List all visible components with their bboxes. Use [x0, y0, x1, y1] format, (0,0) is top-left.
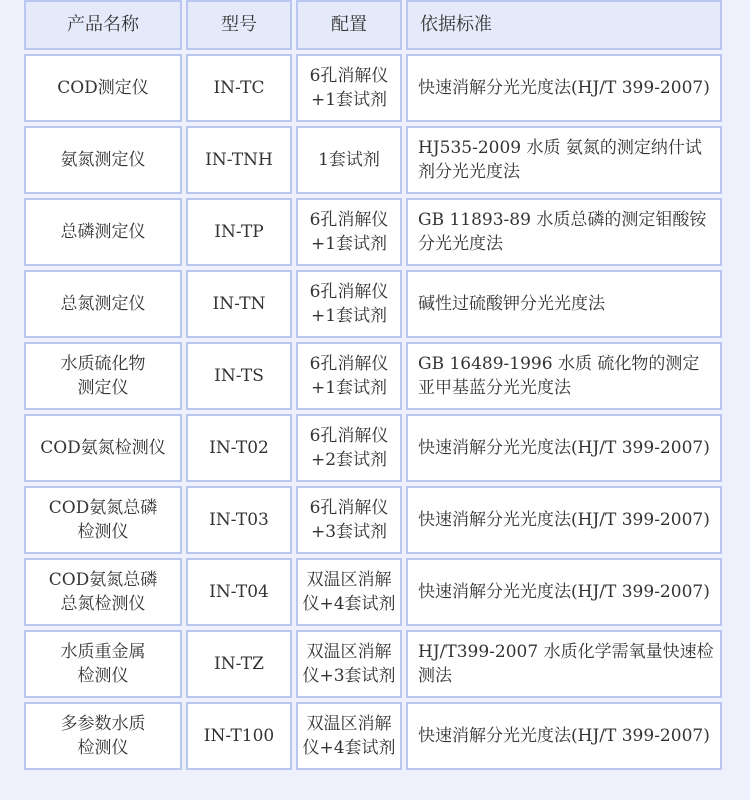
- product-spec-table: [20, 0, 726, 774]
- table-row: [24, 270, 722, 338]
- product-name-text: 水质硫化物 测定仪: [60, 354, 146, 398]
- cell-model: [186, 486, 292, 554]
- cell-model: [186, 54, 292, 122]
- cell-config: [296, 198, 402, 266]
- standard-text: 快速消解分光光度法(HJ/T 399-2007): [418, 78, 710, 98]
- cell-standard: [406, 702, 722, 770]
- model-text: IN-T02: [209, 438, 269, 458]
- cell-product-name: [24, 342, 182, 410]
- cell-standard: [406, 54, 722, 122]
- model-text: IN-T04: [209, 582, 269, 602]
- product-name-text: 总磷测定仪: [60, 222, 146, 242]
- model-text: IN-TZ: [214, 654, 264, 674]
- table-row: [24, 342, 722, 410]
- cell-product-name: [24, 54, 182, 122]
- cell-model: [186, 702, 292, 770]
- product-name-text: 多参数水质 检测仪: [60, 714, 146, 758]
- standard-text: HJ/T399-2007 水质化学需氧量快速检 测法: [418, 642, 714, 686]
- cell-config: [296, 54, 402, 122]
- model-text: IN-T03: [209, 510, 269, 530]
- standard-text: 快速消解分光光度法(HJ/T 399-2007): [418, 438, 710, 458]
- model-text: IN-T100: [203, 726, 275, 746]
- cell-standard: [406, 198, 722, 266]
- product-name-text: COD氨氮检测仪: [40, 438, 166, 458]
- table-row: [24, 126, 722, 194]
- table-row: [24, 54, 722, 122]
- cell-standard: [406, 558, 722, 626]
- table-row: [24, 702, 722, 770]
- standard-text: GB 11893-89 水质总磷的测定钼酸铵 分光光度法: [418, 210, 707, 254]
- model-text: IN-TN: [212, 294, 266, 314]
- cell-model: [186, 630, 292, 698]
- config-text: 6孔消解仪 +2套试剂: [309, 426, 389, 470]
- cell-product-name: [24, 630, 182, 698]
- header-model: 型号: [186, 0, 292, 50]
- cell-config: [296, 558, 402, 626]
- table-row: [24, 198, 722, 266]
- cell-model: [186, 198, 292, 266]
- table-row: [24, 486, 722, 554]
- cell-config: [296, 126, 402, 194]
- model-text: IN-TC: [213, 78, 265, 98]
- cell-standard: [406, 270, 722, 338]
- standard-text: 碱性过硫酸钾分光光度法: [418, 294, 605, 314]
- config-text: 6孔消解仪 +1套试剂: [309, 66, 389, 110]
- header-standard: 依据标准: [406, 0, 722, 50]
- cell-model: [186, 270, 292, 338]
- product-spec-table-container: [24, 0, 722, 774]
- model-text: IN-TS: [214, 366, 264, 386]
- model-text: IN-TP: [214, 222, 264, 242]
- config-text: 6孔消解仪 +1套试剂: [309, 210, 389, 254]
- table-row: [24, 630, 722, 698]
- standard-text: HJ535-2009 水质 氨氮的测定纳什试 剂分光光度法: [418, 138, 702, 182]
- standard-text: GB 16489-1996 水质 硫化物的测定 亚甲基蓝分光光度法: [418, 354, 700, 398]
- config-text: 6孔消解仪 +1套试剂: [309, 282, 389, 326]
- cell-config: [296, 270, 402, 338]
- cell-product-name: [24, 702, 182, 770]
- cell-standard: [406, 342, 722, 410]
- table-row: [24, 414, 722, 482]
- table-body: [24, 54, 722, 770]
- config-text: 1套试剂: [318, 150, 380, 170]
- product-name-text: 总氮测定仪: [60, 294, 146, 314]
- cell-standard: [406, 486, 722, 554]
- product-name-text: 氨氮测定仪: [60, 150, 146, 170]
- cell-model: [186, 342, 292, 410]
- cell-config: [296, 486, 402, 554]
- cell-config: [296, 630, 402, 698]
- cell-model: [186, 126, 292, 194]
- config-text: 双温区消解 仪+3套试剂: [302, 642, 396, 686]
- config-text: 双温区消解 仪+4套试剂: [302, 570, 396, 614]
- cell-standard: [406, 126, 722, 194]
- table-row: [24, 558, 722, 626]
- cell-product-name: [24, 270, 182, 338]
- config-text: 6孔消解仪 +3套试剂: [309, 498, 389, 542]
- cell-product-name: [24, 126, 182, 194]
- cell-standard: [406, 630, 722, 698]
- header-row: [24, 0, 722, 50]
- cell-standard: [406, 414, 722, 482]
- standard-text: 快速消解分光光度法(HJ/T 399-2007): [418, 582, 710, 602]
- product-name-text: COD氨氮总磷 总氮检测仪: [48, 570, 158, 614]
- config-text: 6孔消解仪 +1套试剂: [309, 354, 389, 398]
- config-text: 双温区消解 仪+4套试剂: [302, 714, 396, 758]
- cell-config: [296, 414, 402, 482]
- product-name-text: COD氨氮总磷 检测仪: [48, 498, 158, 542]
- standard-text: 快速消解分光光度法(HJ/T 399-2007): [418, 510, 710, 530]
- cell-product-name: [24, 486, 182, 554]
- cell-product-name: [24, 558, 182, 626]
- model-text: IN-TNH: [205, 150, 273, 170]
- header-product-name: 产品名称: [24, 0, 182, 50]
- product-name-text: 水质重金属 检测仪: [60, 642, 146, 686]
- header-config: 配置: [296, 0, 402, 50]
- cell-product-name: [24, 198, 182, 266]
- cell-config: [296, 702, 402, 770]
- cell-product-name: [24, 414, 182, 482]
- cell-model: [186, 414, 292, 482]
- table-header: [24, 0, 722, 50]
- cell-config: [296, 342, 402, 410]
- cell-model: [186, 558, 292, 626]
- standard-text: 快速消解分光光度法(HJ/T 399-2007): [418, 726, 710, 746]
- product-name-text: COD测定仪: [57, 78, 149, 98]
